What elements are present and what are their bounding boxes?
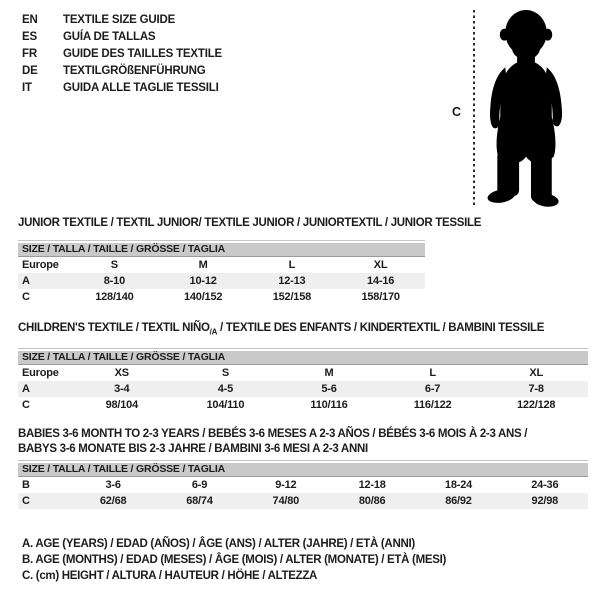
height-cell: 152/158 bbox=[272, 291, 312, 303]
language-code: FR bbox=[22, 48, 37, 60]
height-cell: 86/92 bbox=[445, 495, 472, 507]
guide-title-de: TEXTILGRÖßENFÜHRUNG bbox=[63, 65, 206, 77]
height-cell: 122/128 bbox=[516, 399, 556, 412]
babies-textile-table bbox=[18, 427, 588, 509]
size-cell: L bbox=[288, 259, 296, 271]
size-cell: S bbox=[110, 259, 118, 271]
legend-notes bbox=[22, 536, 446, 584]
age-cell: 3-4 bbox=[114, 383, 130, 396]
divider bbox=[18, 348, 588, 349]
title-subscript: /A bbox=[209, 327, 218, 337]
height-cell: 110/116 bbox=[310, 399, 348, 412]
size-cell: XS bbox=[114, 367, 129, 380]
childrens-table-title bbox=[18, 321, 588, 339]
size-cell: S bbox=[221, 367, 229, 380]
baby-silhouette-icon bbox=[480, 8, 576, 208]
junior-table-title: JUNIOR TEXTILE / TEXTIL JUNIOR/ TEXTILE JUNIOR / JUNIORTEXTIL / JUNIOR TESSILE bbox=[18, 217, 482, 229]
table-row-age-months bbox=[18, 477, 588, 493]
guide-title-it: GUIDA ALLE TAGLIE TESSILI bbox=[63, 82, 219, 94]
row-label: C bbox=[22, 495, 30, 507]
language-code: DE bbox=[22, 65, 38, 77]
height-cell: 128/140 bbox=[95, 291, 134, 303]
height-cell: 92/98 bbox=[531, 495, 559, 507]
age-cell: 3-6 bbox=[105, 479, 121, 491]
age-cell: 14-16 bbox=[367, 275, 395, 287]
row-label: Europe bbox=[22, 367, 59, 380]
age-cell: 12-18 bbox=[358, 479, 386, 491]
height-cell: 68/74 bbox=[186, 495, 213, 507]
table-row-europe bbox=[18, 257, 425, 273]
childrens-textile-table bbox=[18, 321, 588, 413]
guide-title-en: TEXTILE SIZE GUIDE bbox=[63, 14, 176, 26]
language-row-es bbox=[22, 29, 222, 46]
age-cell: 4-5 bbox=[217, 383, 234, 396]
language-code: EN bbox=[22, 14, 38, 26]
table-row-height bbox=[18, 397, 588, 413]
age-cell: 8-10 bbox=[103, 275, 125, 287]
size-header-bar: SIZE / TALLA / TAILLE / GRÖSSE / TAGLIA bbox=[18, 463, 588, 477]
language-row-fr bbox=[22, 46, 222, 63]
age-cell: 5-6 bbox=[321, 383, 337, 396]
babies-table-title-line1: BABIES 3-6 MONTH TO 2-3 YEARS / BEBÉS 3-6 MESES A 2-3 AÑOS / BÉBÉS 3-6 MOIS À 2-3 ANS / bbox=[18, 428, 528, 440]
size-header-bar: SIZE / TALLA / TAILLE / GRÖSSE / TAGLIA bbox=[18, 243, 425, 257]
size-cell: L bbox=[429, 367, 436, 380]
babies-table-title-line2: BABYS 3-6 MONATE BIS 2-3 JAHRE / BAMBINI 3-6 MESI A 2-3 ANNI bbox=[18, 443, 368, 455]
language-row-it bbox=[22, 80, 222, 97]
table-row-europe bbox=[18, 365, 588, 381]
age-cell: 6-7 bbox=[424, 383, 441, 396]
size-cell: XL bbox=[373, 259, 388, 271]
size-cell: M bbox=[198, 259, 208, 271]
row-label: B bbox=[22, 479, 30, 491]
age-cell: 10-12 bbox=[189, 275, 217, 287]
age-cell: 18-24 bbox=[444, 479, 473, 491]
divider bbox=[18, 240, 425, 241]
row-label: C bbox=[22, 399, 30, 412]
table-row-age bbox=[18, 381, 588, 397]
age-cell: 6-9 bbox=[191, 479, 208, 491]
guide-title-fr: GUIDE DES TAILLES TEXTILE bbox=[63, 48, 222, 60]
note-height-cm: C. (cm) HEIGHT / ALTURA / HAUTEUR / HÖHE / ALTEZZA bbox=[22, 570, 318, 582]
height-cell: 98/104 bbox=[105, 399, 139, 412]
height-cell: 158/170 bbox=[361, 291, 400, 303]
age-cell: 12-13 bbox=[278, 275, 306, 287]
age-cell: 9-12 bbox=[275, 479, 297, 491]
table-row-height bbox=[18, 493, 588, 509]
title-part: CHILDREN'S TEXTILE / TEXTIL NIÑO bbox=[18, 322, 210, 334]
height-cell: 62/68 bbox=[99, 495, 127, 507]
size-cell: M bbox=[324, 367, 334, 380]
height-measure-dotted-line bbox=[473, 10, 475, 208]
language-row-en bbox=[22, 12, 222, 29]
language-title-list bbox=[22, 12, 222, 97]
height-cell: 74/80 bbox=[272, 495, 300, 507]
row-label: A bbox=[22, 383, 30, 396]
row-label: Europe bbox=[22, 259, 59, 271]
age-cell: 24-36 bbox=[531, 479, 559, 491]
divider bbox=[18, 460, 588, 461]
height-cell: 80/86 bbox=[358, 495, 386, 507]
size-header-bar: SIZE / TALLA / TAILLE / GRÖSSE / TAGLIA bbox=[18, 351, 588, 365]
height-measure-figure bbox=[450, 5, 580, 210]
title-part: / TEXTILE DES ENFANTS / KINDERTEXTIL / BAMBINI TESSILE bbox=[217, 322, 545, 334]
height-cell: 116/122 bbox=[413, 399, 452, 412]
size-cell: XL bbox=[529, 367, 543, 380]
height-measure-label: C bbox=[452, 105, 462, 119]
note-age-years: A. AGE (YEARS) / EDAD (AÑOS) / ÂGE (ANS) / ALTER (JAHRE) / ETÀ (ANNI) bbox=[22, 538, 415, 550]
age-cell: 7-8 bbox=[528, 383, 544, 396]
height-cell: 104/110 bbox=[206, 399, 245, 412]
row-label: C bbox=[22, 291, 30, 303]
language-row-de bbox=[22, 63, 222, 80]
table-row-height bbox=[18, 289, 425, 305]
table-row-age bbox=[18, 273, 425, 289]
guide-title-es: GUÍA DE TALLAS bbox=[63, 31, 156, 43]
height-cell: 140/152 bbox=[183, 291, 223, 303]
language-code: IT bbox=[22, 82, 32, 94]
row-label: A bbox=[22, 275, 30, 287]
junior-textile-table bbox=[18, 216, 482, 305]
note-age-months: B. AGE (MONTHS) / EDAD (MESES) / ÂGE (MOIS) / ALTER (MONATE) / ETÀ (MESI) bbox=[22, 554, 447, 566]
language-code: ES bbox=[22, 31, 37, 43]
